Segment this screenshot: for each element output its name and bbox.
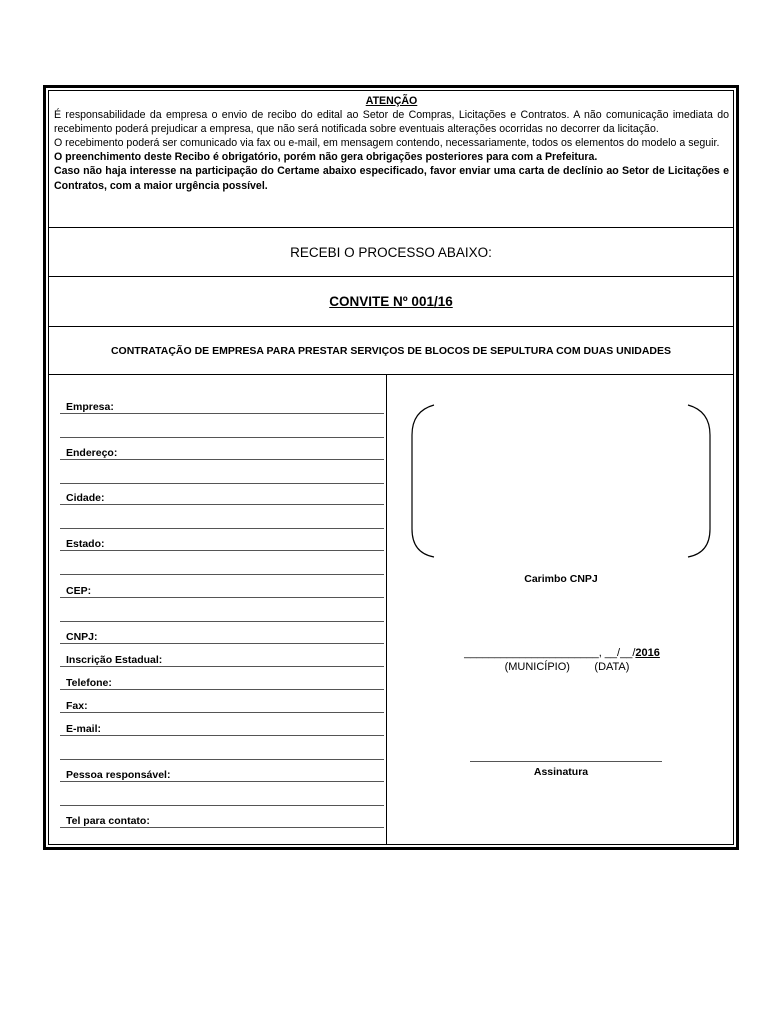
- field-line-cidade-extra[interactable]: [60, 528, 384, 529]
- label-tel-contato: Tel para contato:: [66, 815, 150, 827]
- attention-notice: [49, 91, 733, 228]
- attention-paragraph-decline: Caso não haja interesse na participação do Certame abaixo especificado, favor enviar uma carta de declínio ao Setor de Licitações e Contratos, com a maior urgência possível.: [54, 165, 729, 192]
- field-line-empresa-extra[interactable]: [60, 437, 384, 438]
- label-inscricao-estadual: Inscrição Estadual:: [66, 654, 163, 666]
- received-heading-text: RECEBI O PROCESSO ABAIXO:: [290, 244, 492, 260]
- field-line-inscricao-estadual[interactable]: [60, 666, 384, 667]
- field-line-cep[interactable]: [60, 597, 384, 598]
- attention-paragraph-responsibility: É responsabilidade da empresa o envio de recibo do edital ao Setor de Compras, Licitações e Contratos. A não comunicação imediata do recebimento poderá prejudicar a empresa, que não será notificada sobre eventuais alterações ocorridas no decorrer da licitação.: [54, 109, 729, 136]
- convite-number: CONVITE Nº 001/16: [329, 294, 453, 309]
- field-line-cnpj[interactable]: [60, 643, 384, 644]
- attention-title: ATENÇÃO: [365, 95, 418, 107]
- field-line-endereco[interactable]: [60, 459, 384, 460]
- bid-object-band: [49, 327, 733, 375]
- municipality-date-line[interactable]: [419, 647, 705, 659]
- receipt-form: [43, 85, 739, 850]
- label-estado: Estado:: [66, 538, 105, 550]
- field-line-pessoa-responsavel[interactable]: [60, 781, 384, 782]
- field-line-email[interactable]: [60, 735, 384, 736]
- attention-paragraph-mandatory: O preenchimento deste Recibo é obrigatório, porém não gera obrigações posteriores para com a Prefeitura.: [54, 151, 598, 164]
- field-line-email-extra[interactable]: [60, 759, 384, 760]
- label-cnpj: CNPJ:: [66, 631, 98, 643]
- signature-label: Assinatura: [533, 766, 589, 778]
- label-telefone: Telefone:: [66, 677, 112, 689]
- field-line-telefone[interactable]: [60, 689, 384, 690]
- label-cep: CEP:: [66, 585, 92, 597]
- bid-object: CONTRATAÇÃO DE EMPRESA PARA PRESTAR SERVIÇOS DE BLOCOS DE SEPULTURA COM DUAS UNIDADES: [110, 344, 672, 357]
- label-cidade: Cidade:: [66, 492, 105, 504]
- field-line-cep-extra[interactable]: [60, 621, 384, 622]
- date-captions: [469, 661, 665, 673]
- received-heading: [49, 228, 733, 277]
- form-fields-section: [49, 375, 733, 844]
- label-endereco: Endereço:: [66, 447, 118, 459]
- field-line-estado[interactable]: [60, 550, 384, 551]
- field-line-pessoa-responsavel-extra[interactable]: [60, 805, 384, 806]
- attention-paragraph-communication: O recebimento poderá ser comunicado via fax ou e-mail, em mensagem contendo, necessariamente, todos os elementos do modelo a seguir.: [54, 137, 720, 150]
- field-line-endereco-extra[interactable]: [60, 483, 384, 484]
- field-line-estado-extra[interactable]: [60, 574, 384, 575]
- signature-line[interactable]: [470, 761, 662, 762]
- stamp-area-brackets: [406, 399, 716, 563]
- municipio-caption: (MUNICÍPIO): [504, 661, 570, 673]
- form-inner-frame: [48, 90, 734, 845]
- municipality-date-blank: ______________________, __/__/: [464, 647, 636, 659]
- column-divider: [386, 375, 387, 844]
- field-line-empresa[interactable]: [60, 413, 384, 414]
- label-fax: Fax:: [66, 700, 88, 712]
- label-email: E-mail:: [66, 723, 102, 735]
- date-year: 2016: [635, 647, 660, 659]
- field-line-cidade[interactable]: [60, 504, 384, 505]
- label-empresa: Empresa:: [66, 401, 114, 413]
- label-pessoa-responsavel: Pessoa responsável:: [66, 769, 171, 781]
- convite-number-band: [49, 277, 733, 327]
- field-line-tel-contato[interactable]: [60, 827, 384, 828]
- data-caption: (DATA): [594, 661, 630, 673]
- field-line-fax[interactable]: [60, 712, 384, 713]
- stamp-label: Carimbo CNPJ: [524, 573, 598, 585]
